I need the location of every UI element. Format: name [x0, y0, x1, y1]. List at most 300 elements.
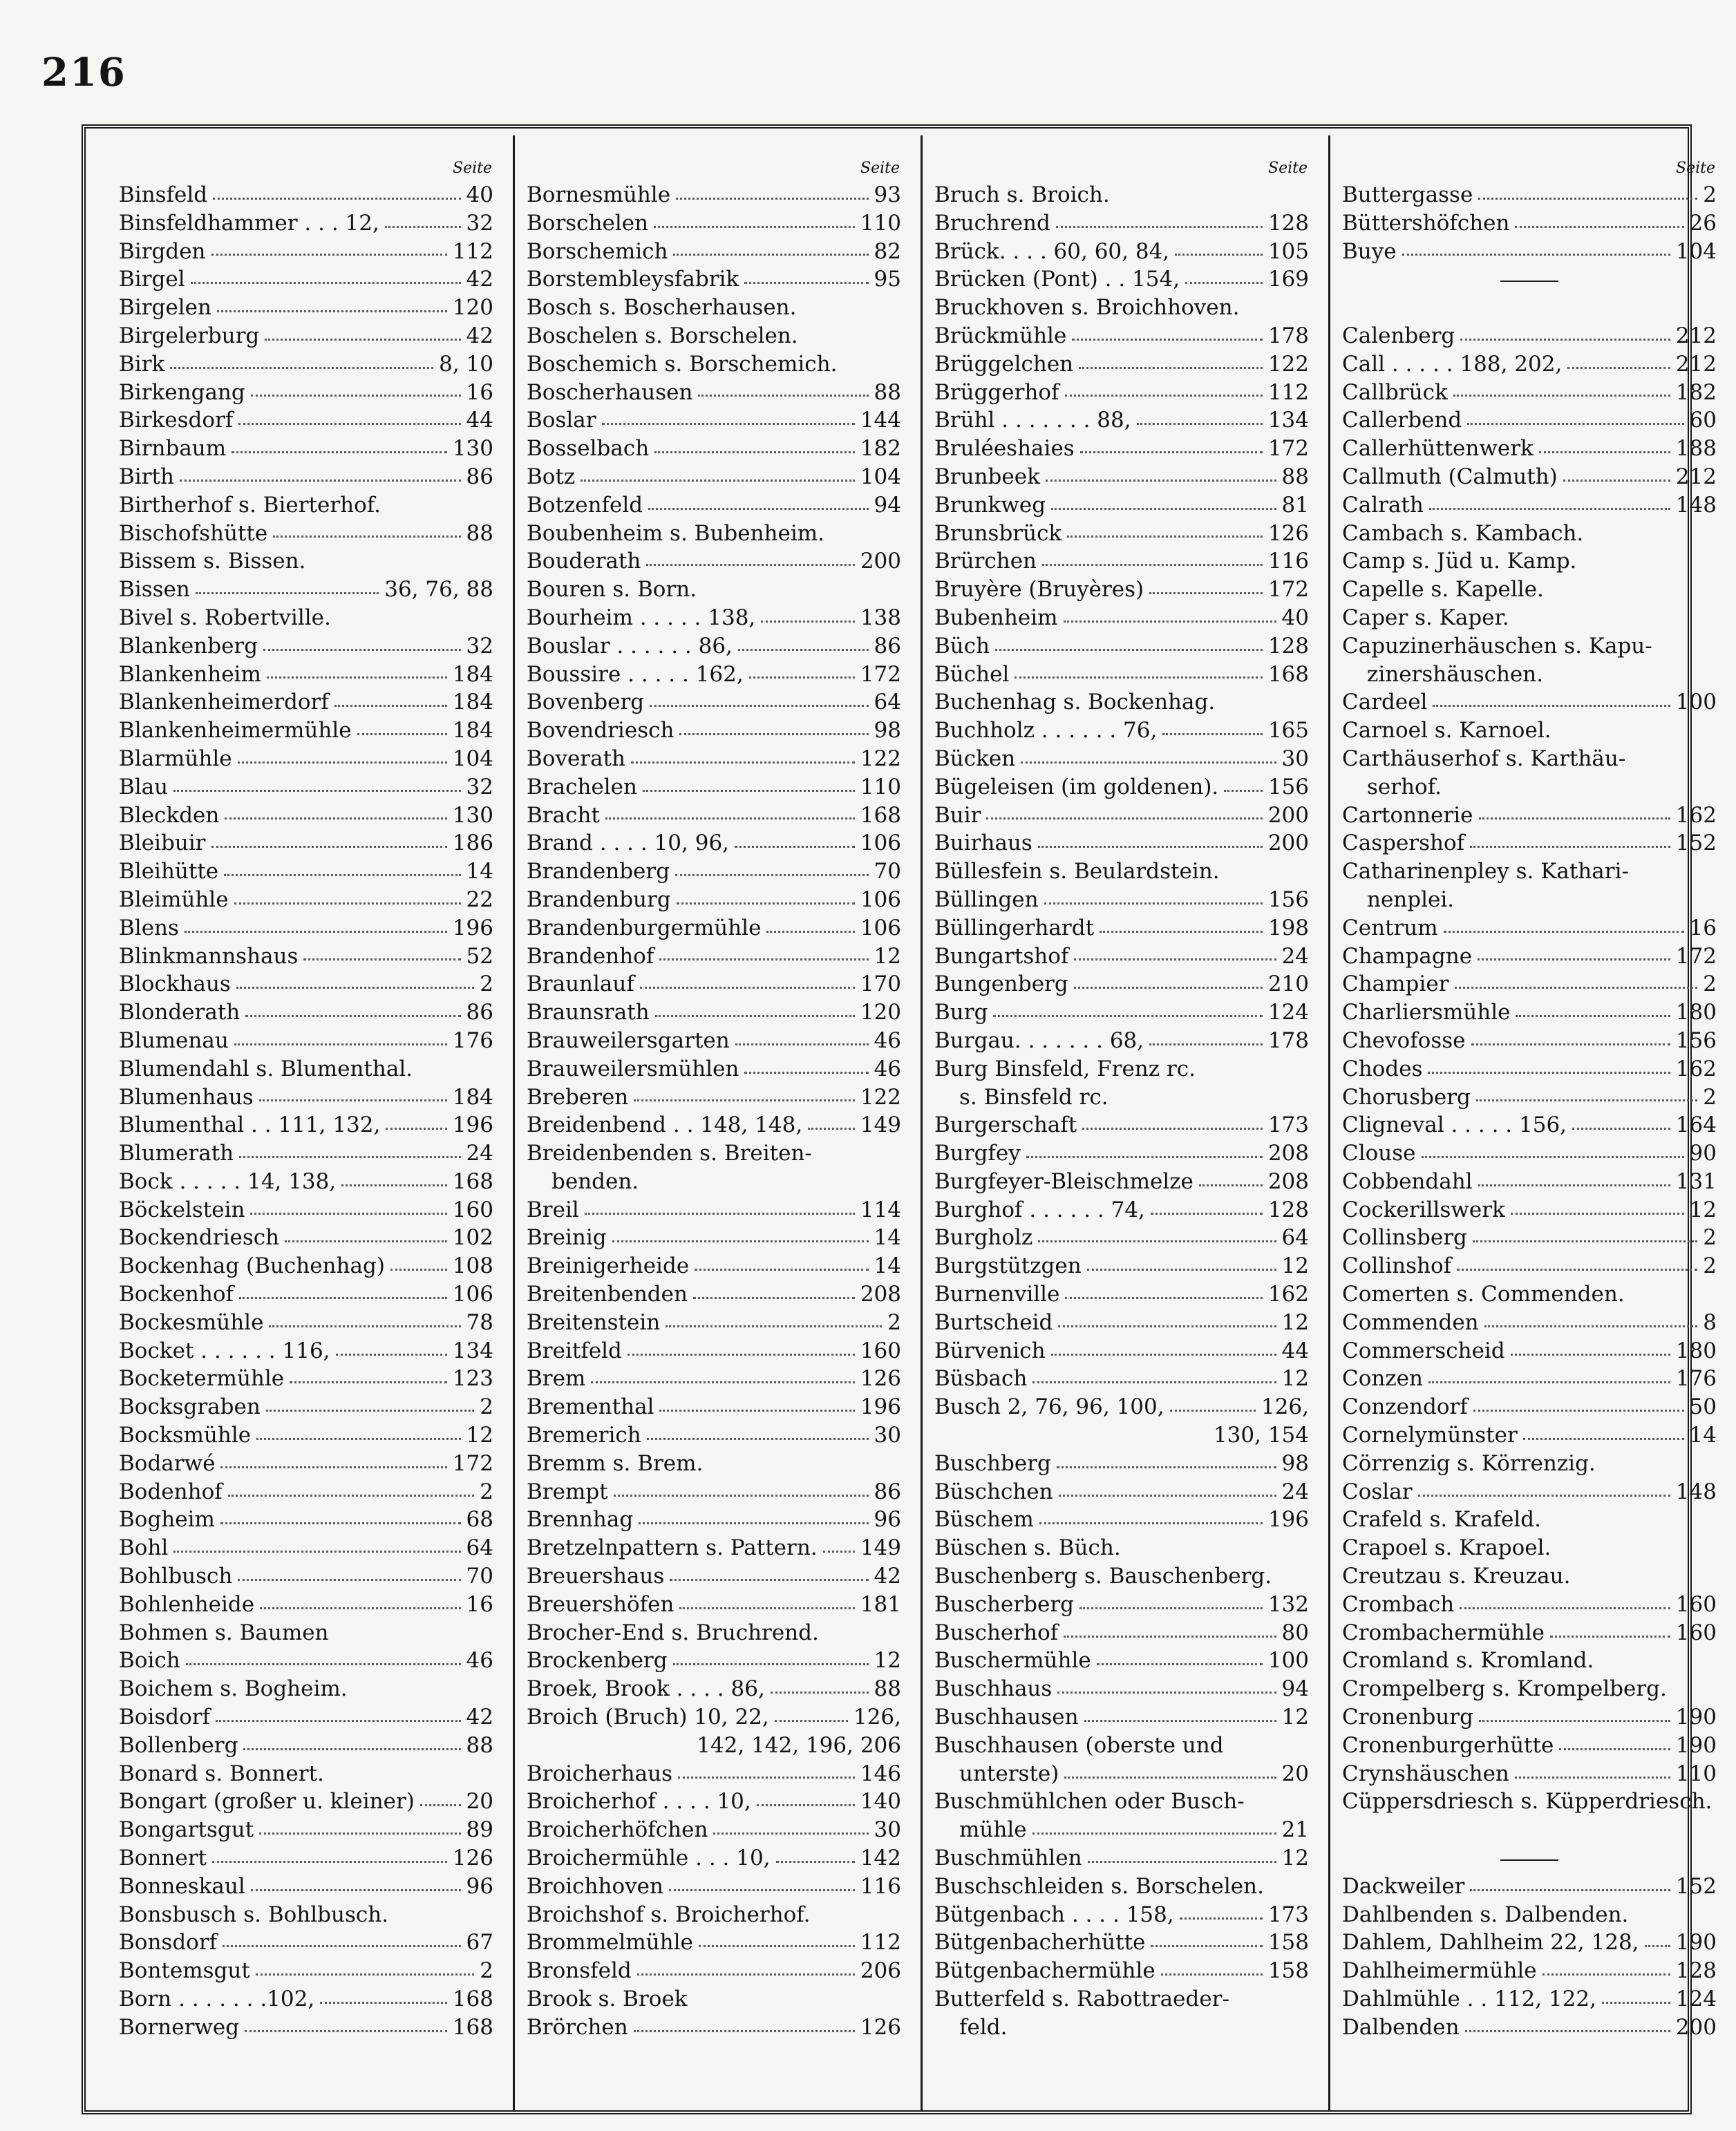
entry-name: Buttergasse	[1342, 182, 1473, 207]
entry-name: Capuzinerhäuschen s. Kapu-	[1342, 633, 1652, 659]
index-entry	[934, 1337, 1309, 1365]
entry-pages: 80	[1281, 1620, 1309, 1645]
entry-name: Büttershöfchen	[1342, 210, 1510, 236]
entry-pages: 208	[1267, 1141, 1309, 1166]
dot-leader	[1161, 1973, 1263, 1976]
entry-name: Buschmühlen	[934, 1846, 1082, 1871]
entry-pages: 52	[466, 943, 493, 969]
entry-name: Burtscheid	[934, 1309, 1053, 1335]
entry-name: Creutzau s. Kreuzau.	[1342, 1564, 1571, 1589]
entry-name: Bockenhag (Buchenhag)	[119, 1253, 385, 1279]
index-entry	[119, 1083, 493, 1112]
dot-leader	[676, 198, 868, 200]
entry-name: Blau	[119, 774, 169, 799]
entry-pages: 168	[452, 1168, 493, 1194]
index-entry	[1342, 1675, 1717, 1703]
index-entry	[119, 576, 493, 604]
entry-name: Buschhausen (oberste und	[934, 1732, 1224, 1758]
entry-name: Dackweiler	[1342, 1873, 1465, 1899]
index-entry	[1342, 998, 1717, 1027]
entry-name: Broichshof s. Broicherhof.	[527, 1902, 811, 1927]
dot-leader	[170, 367, 433, 369]
index-entry	[119, 1675, 493, 1703]
index-entry	[119, 802, 493, 830]
entry-pages: 98	[1281, 1450, 1309, 1476]
index-entry	[934, 463, 1309, 491]
entry-pages: 94	[1281, 1676, 1309, 1702]
index-entry	[1342, 1055, 1717, 1083]
entry-pages: 86	[466, 1000, 493, 1025]
entry-name: Bremm s. Brem.	[527, 1450, 704, 1476]
entry-name: Cockerillswerk	[1342, 1197, 1505, 1222]
entry-name: Calrath	[1342, 492, 1424, 518]
entry-pages: 200	[1267, 831, 1309, 856]
entry-pages: 162	[1267, 1282, 1309, 1307]
index-entry	[1342, 1985, 1717, 2014]
entry-pages: 160	[452, 1197, 493, 1222]
entry-name: Brürchen	[934, 549, 1037, 574]
dot-leader	[654, 451, 855, 453]
entry-pages: 200	[860, 549, 901, 574]
entry-pages: 168	[452, 1987, 493, 2011]
entry-pages: 131	[1675, 1168, 1717, 1194]
index-entry	[934, 547, 1309, 576]
dot-leader	[1455, 987, 1698, 989]
index-entry	[1342, 1534, 1717, 1562]
index-entry	[527, 265, 901, 294]
index-entry	[119, 1901, 493, 1929]
entry-pages: 32	[466, 774, 493, 799]
entry-name: Bogheim	[119, 1507, 215, 1533]
index-entry	[934, 1562, 1309, 1591]
entry-name: Blankenberg	[119, 633, 258, 659]
entry-pages: 152	[1675, 831, 1717, 856]
entry-name: Callerbend	[1342, 408, 1462, 433]
dot-leader	[1470, 846, 1670, 848]
entry-name: Burgholz	[934, 1225, 1033, 1251]
entry-name: Birkesdorf	[119, 408, 234, 433]
entry-pages: 112	[860, 1930, 901, 1955]
entry-name: Cardeel	[1342, 690, 1428, 715]
index-entry	[119, 1196, 493, 1224]
index-entry	[527, 1083, 901, 1112]
entry-pages: 26	[1689, 210, 1717, 236]
dot-leader	[738, 649, 869, 651]
index-entry	[1342, 322, 1717, 350]
index-entry	[527, 802, 901, 830]
index-entry	[527, 886, 901, 914]
entry-name: Bohmen s. Baumen	[119, 1620, 329, 1645]
entry-name: Bruchrend	[934, 210, 1050, 236]
page-number: 216	[41, 50, 126, 95]
entry-pages: 126	[452, 1846, 493, 1871]
entry-continuation: s. Binsfeld rc.	[959, 1084, 1108, 1110]
index-entry	[1342, 1224, 1717, 1252]
entry-name: Buschschleiden s. Borschelen.	[934, 1873, 1264, 1899]
index-entry	[119, 1873, 493, 1901]
entry-name: Bornerweg	[119, 2014, 240, 2040]
dot-leader	[1038, 1240, 1276, 1242]
entry-name: Bonsdorf	[119, 1930, 218, 1955]
dot-leader	[269, 1325, 460, 1327]
index-entry	[1342, 1365, 1717, 1393]
entry-name: unterste)	[959, 1761, 1059, 1786]
dot-leader	[1064, 1777, 1276, 1779]
entry-name: Bügeleisen (im goldenen).	[934, 774, 1219, 799]
dot-leader	[1170, 1410, 1256, 1412]
entry-name: Breil	[527, 1197, 579, 1222]
entry-name: Buschberg	[934, 1450, 1051, 1476]
entry-pages: 158	[1267, 1930, 1309, 1955]
index-entry	[527, 1534, 901, 1562]
entry-name: Brem	[527, 1366, 586, 1392]
entry-name: Brocher-End s. Bruchrend.	[527, 1620, 819, 1645]
dot-leader	[1180, 1917, 1263, 1920]
index-entry	[119, 1619, 493, 1647]
dot-leader	[643, 790, 855, 792]
dot-leader	[420, 1804, 461, 1806]
entry-pages: 2	[1703, 972, 1717, 997]
entry-pages: 210	[1267, 972, 1309, 997]
entry-name: Buschmühlchen oder Busch-	[934, 1789, 1245, 1815]
entry-name: Chevofosse	[1342, 1027, 1466, 1053]
index-entry	[527, 1196, 901, 1224]
dot-leader	[1602, 2002, 1670, 2004]
entry-pages: 146	[860, 1761, 901, 1786]
dot-leader	[713, 1832, 868, 1835]
dot-leader	[650, 705, 868, 707]
entry-pages: 128	[1675, 1958, 1717, 1984]
index-entry	[527, 491, 901, 520]
entry-name: Botzenfeld	[527, 492, 643, 518]
entry-pages: 2	[480, 1394, 493, 1420]
dot-leader	[1032, 1832, 1276, 1835]
entry-pages: 2	[1703, 1253, 1717, 1279]
entry-pages: 126	[1267, 520, 1309, 546]
entry-continuation: nenplei.	[1367, 887, 1455, 912]
dot-leader	[1065, 395, 1263, 397]
dot-leader	[220, 1466, 446, 1468]
dot-leader	[1051, 1354, 1276, 1356]
entry-name: Bonnert	[119, 1846, 207, 1871]
entry-name: Bohlenheide	[119, 1591, 255, 1617]
index-entry	[934, 717, 1309, 745]
entry-name: Broichermühle . . . 10,	[527, 1846, 771, 1871]
index-entry	[527, 406, 901, 435]
entry-pages: 89	[466, 1817, 493, 1843]
index-column-1	[119, 156, 493, 2119]
entry-pages: 178	[1267, 1027, 1309, 1053]
entry-pages: 30	[874, 1423, 901, 1448]
entry-name: Burgerschaft	[934, 1112, 1077, 1138]
index-entry	[934, 1478, 1309, 1506]
dot-leader	[605, 817, 855, 820]
index-entry	[119, 1309, 493, 1337]
index-entry	[119, 604, 493, 632]
entry-pages: 106	[452, 1282, 493, 1307]
entry-name: Bleimühle	[119, 887, 229, 912]
index-column-3	[934, 156, 1309, 2119]
entry-pages: 182	[860, 436, 901, 462]
entry-name: Buirhaus	[934, 831, 1032, 856]
entry-name: Braunsrath	[527, 1000, 650, 1025]
index-entry	[1342, 491, 1717, 520]
entry-name: Cobbendahl	[1342, 1168, 1473, 1194]
entry-pages: 104	[452, 746, 493, 771]
dot-leader	[1572, 1128, 1670, 1130]
entry-name: mühle	[959, 1817, 1027, 1843]
dot-leader	[1563, 480, 1670, 482]
dot-leader	[761, 621, 855, 623]
index-entry	[934, 1957, 1309, 1985]
index-entry	[527, 350, 901, 379]
column-separator	[513, 135, 515, 2112]
index-entry	[1342, 406, 1717, 435]
entry-name: Blankenheimerdorf	[119, 690, 329, 715]
dot-leader	[1645, 1945, 1670, 1947]
dot-leader	[273, 536, 460, 538]
entry-pages: 208	[860, 1282, 901, 1307]
entry-pages: 122	[1267, 351, 1309, 377]
index-entry	[119, 1816, 493, 1844]
index-entry	[934, 1393, 1309, 1421]
entry-pages: 36, 76, 88	[384, 577, 493, 603]
entry-pages: 106	[860, 887, 901, 912]
dot-leader	[1428, 1072, 1670, 1074]
index-entry	[934, 1760, 1309, 1788]
index-entry	[527, 1280, 901, 1309]
dot-leader	[251, 395, 461, 397]
index-entry	[1342, 463, 1717, 491]
entry-name: Bruléeshaies	[934, 436, 1075, 462]
entry-pages: 24	[1281, 1479, 1309, 1504]
dot-leader	[695, 1269, 868, 1271]
entry-pages: 21	[1281, 1817, 1309, 1843]
index-entry	[934, 802, 1309, 830]
dot-leader	[591, 1381, 854, 1383]
entry-pages: 94	[874, 492, 901, 518]
entry-name: Bocksgraben	[119, 1394, 261, 1420]
dot-leader	[1079, 1607, 1263, 1609]
dot-leader	[251, 1889, 461, 1891]
index-entry	[934, 1027, 1309, 1055]
dot-leader	[1559, 1748, 1670, 1750]
entry-name: Büschem	[934, 1507, 1034, 1533]
index-entry	[119, 1252, 493, 1280]
dot-leader	[1032, 1381, 1276, 1383]
entry-name: Brockenberg	[527, 1648, 668, 1674]
entry-name: Collinshof	[1342, 1253, 1452, 1279]
entry-pages: 16	[466, 379, 493, 405]
index-entry	[934, 1450, 1309, 1478]
entry-pages: 14	[466, 859, 493, 884]
index-entry	[527, 1337, 901, 1365]
index-entry	[527, 1139, 901, 1168]
entry-name: Bonneskaul	[119, 1873, 245, 1899]
entry-name: Buscherhof	[934, 1620, 1059, 1645]
dot-leader	[1428, 1381, 1670, 1383]
index-entry	[119, 1224, 493, 1252]
index-entry	[934, 238, 1309, 266]
index-entry	[934, 858, 1309, 886]
dot-leader	[1149, 1043, 1263, 1045]
entry-name: Bovenberg	[527, 690, 645, 715]
index-entry	[119, 1647, 493, 1675]
index-entry	[934, 1675, 1309, 1703]
index-entry	[527, 1901, 901, 1929]
index-entry	[1342, 2014, 1717, 2042]
entry-pages: 96	[874, 1507, 901, 1533]
index-entry	[1342, 1450, 1717, 1478]
entry-pages: 86	[466, 464, 493, 489]
entry-pages: 212	[1675, 323, 1717, 348]
entry-continuation: serhof.	[1367, 774, 1442, 799]
entry-name: Borschelen	[527, 210, 649, 236]
index-entry	[527, 998, 901, 1027]
index-entry	[1342, 688, 1717, 717]
entry-name: Blankenheimermühle	[119, 718, 352, 744]
dot-leader	[1422, 1156, 1684, 1158]
dot-leader	[1072, 339, 1263, 341]
dot-leader	[1478, 198, 1697, 200]
entry-name: Breitenstein	[527, 1309, 661, 1335]
index-entry	[119, 886, 493, 914]
entry-name: Bouren s. Born.	[527, 577, 697, 603]
index-entry	[119, 1534, 493, 1562]
dot-leader	[1465, 2030, 1670, 2032]
entry-pages: 2	[887, 1309, 901, 1335]
entry-pages: 196	[1267, 1507, 1309, 1533]
dot-leader	[1088, 1861, 1276, 1863]
entry-pages: 67	[466, 1930, 493, 1955]
index-entry	[934, 265, 1309, 294]
entry-name: Bockesmühle	[119, 1309, 264, 1335]
index-entry	[119, 1337, 493, 1365]
dot-leader	[1515, 226, 1683, 228]
dot-leader	[995, 649, 1263, 651]
dot-leader	[1476, 1099, 1697, 1101]
dot-leader	[1097, 1663, 1263, 1665]
dot-leader	[303, 958, 460, 960]
entry-pages: 190	[1675, 1732, 1717, 1758]
index-entry	[527, 661, 901, 689]
index-entry	[1342, 238, 1717, 266]
index-entry	[934, 1168, 1309, 1196]
dot-leader	[640, 987, 855, 989]
entry-pages: 172	[452, 1450, 493, 1476]
entry-name: Buye	[1342, 238, 1397, 264]
index-entry	[1342, 858, 1717, 886]
entry-name: Blumerath	[119, 1141, 234, 1166]
dot-leader	[357, 733, 447, 735]
dot-leader	[1511, 1213, 1684, 1215]
entry-name: Büllesfein s. Beulardstein.	[934, 859, 1220, 884]
index-entry	[934, 1365, 1309, 1393]
entry-name: Brörchen	[527, 2014, 628, 2040]
index-entry	[527, 181, 901, 209]
entry-name: Boschemich s. Borschemich.	[527, 351, 838, 377]
entry-name: Büchel	[934, 661, 1010, 687]
index-entry	[1342, 1506, 1717, 1534]
dot-leader	[675, 874, 868, 876]
entry-name: Bosselbach	[527, 436, 650, 462]
dot-leader	[216, 1720, 460, 1722]
dot-leader	[220, 1522, 461, 1524]
entry-pages: 180	[1675, 1000, 1717, 1025]
index-entry	[527, 914, 901, 943]
index-entry	[934, 1985, 1309, 2014]
entry-name: Calenberg	[1342, 323, 1455, 348]
entry-pages: 105	[1267, 238, 1309, 264]
index-entry	[934, 406, 1309, 435]
entry-pages: 110	[1675, 1761, 1717, 1786]
entry-name: Botz	[527, 464, 576, 489]
index-entry	[527, 1309, 901, 1337]
entry-name: Bocket . . . . . . 116,	[119, 1338, 330, 1363]
index-entry	[527, 322, 901, 350]
index-entry	[119, 1591, 493, 1619]
dot-leader	[1402, 254, 1670, 256]
dot-leader	[808, 1128, 855, 1130]
index-entry	[119, 773, 493, 802]
entry-name: Büsbach	[934, 1366, 1028, 1392]
entry-name: Callbrück	[1342, 379, 1448, 405]
entry-pages: 126,	[853, 1705, 901, 1730]
dot-leader	[1082, 1128, 1263, 1130]
dot-leader	[749, 676, 855, 679]
entry-pages: 88	[1281, 464, 1309, 489]
dot-leader	[1567, 367, 1670, 369]
index-entry	[1342, 604, 1717, 632]
entry-name: Brüggerhof	[934, 379, 1059, 405]
index-entry	[1342, 1139, 1717, 1168]
entry-name: Breuershaus	[527, 1564, 665, 1589]
entry-name: Blumenau	[119, 1027, 229, 1053]
column-separator	[1328, 135, 1330, 2112]
index-entry	[119, 406, 493, 435]
index-entry	[1342, 1788, 1717, 1816]
entry-pages: 124	[1675, 1987, 1717, 2011]
index-entry	[934, 1196, 1309, 1224]
entry-name: Brauweilersgarten	[527, 1027, 730, 1053]
entry-name: Butterfeld s. Rabottraeder-	[934, 1987, 1229, 2011]
entry-pages: 81	[1281, 492, 1309, 518]
entry-name: Bissem s. Bissen.	[119, 549, 306, 574]
index-entry	[1342, 1619, 1717, 1647]
dot-leader	[1199, 1184, 1263, 1186]
entry-pages: 44	[1281, 1338, 1309, 1363]
entry-pages: 70	[466, 1564, 493, 1589]
entry-name: Brennhag	[527, 1507, 634, 1533]
entry-pages: 126,	[1261, 1394, 1309, 1420]
dot-leader	[390, 1269, 447, 1271]
entry-pages: 16	[466, 1591, 493, 1617]
entry-name: Blumenhaus	[119, 1084, 254, 1110]
entry-pages: 184	[452, 718, 493, 744]
dot-leader	[191, 282, 461, 284]
entry-pages: 172	[1267, 577, 1309, 603]
entry-pages: 152	[1675, 1873, 1717, 1899]
entry-name: Cornelymünster	[1342, 1423, 1518, 1448]
index-entry	[119, 294, 493, 322]
index-entry	[119, 1506, 493, 1534]
dot-leader	[259, 1099, 447, 1101]
index-entry	[934, 1591, 1309, 1619]
index-entry	[119, 491, 493, 520]
index-entry	[1342, 1111, 1717, 1139]
entry-pages: 196	[452, 915, 493, 940]
entry-name: Dalbenden	[1342, 2014, 1460, 2040]
